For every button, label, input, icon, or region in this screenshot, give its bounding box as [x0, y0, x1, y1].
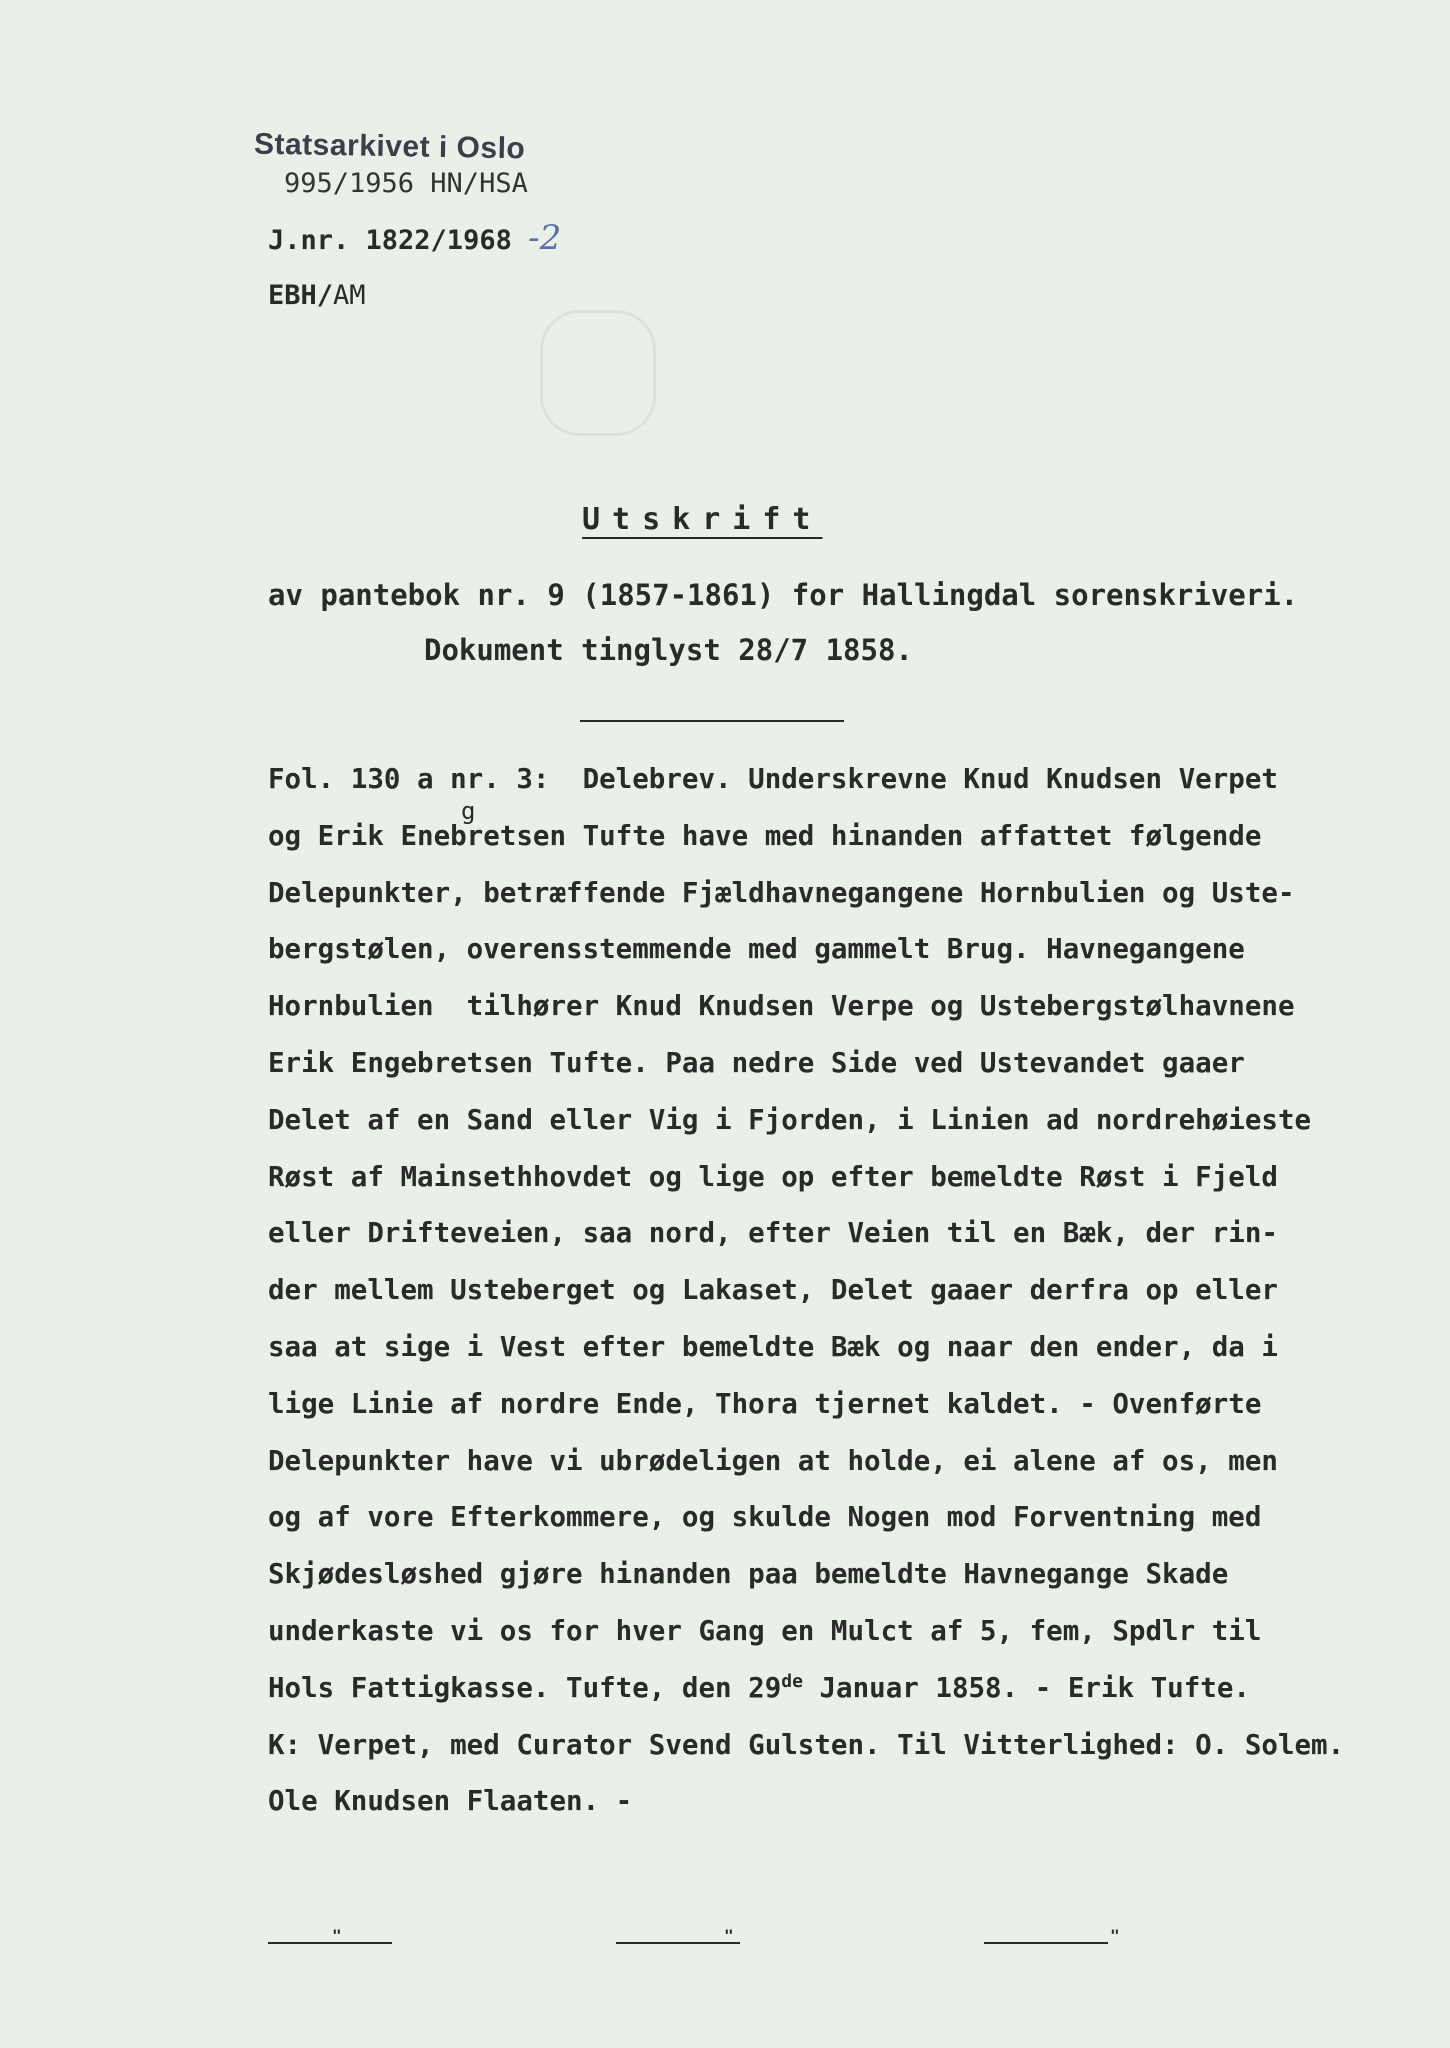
body-line: Delet af en Sand eller Vig i Fjorden, i Linien ad nordrehøieste [268, 1103, 1312, 1136]
body-line: Erik Engebretsen Tufte. Paa nedre Side ved Ustevandet gaaer [268, 1047, 1245, 1079]
archive-stamp: Statsarkivet i Oslo [253, 127, 526, 166]
body-line: lige Linie af nordre Ende, Thora tjernet kaldet. - Ovenførte [268, 1387, 1262, 1420]
interlinear-correction: g [461, 797, 476, 825]
signature-line-1 [268, 1942, 392, 1944]
signature-mark-1: " [332, 1926, 342, 1945]
body-line: Hornbulien tilhører Knud Knudsen Verpe og Ustebergstølhavnene [268, 990, 1295, 1023]
body-line: Skjødesløshed gjøre hinanden paa bemeldte Havnegange Skade [268, 1558, 1229, 1591]
body-line-text: Hols Fattigkasse. Tufte, den 29 [268, 1671, 782, 1704]
body-line-text: Januar 1858. - Erik Tufte. [802, 1671, 1250, 1704]
divider-rule [580, 720, 844, 722]
date-superscript: de [781, 1670, 803, 1692]
signature-line-2 [616, 1942, 740, 1944]
body-line: og Erik Enebretsen Tufte have med hinanden affattet følgende [268, 819, 1262, 852]
journal-number-text: J.nr. 1822/1968 [268, 225, 512, 256]
document-title: Utskrift [582, 502, 823, 537]
body-line [268, 1670, 1250, 1704]
body-line: bergstølen, overensstemmende med gammelt Brug. Havnegangene [268, 933, 1245, 966]
body-line: Ole Knudsen Flaaten. - [268, 1785, 633, 1818]
reference-number: 995/1956 HN/HSA [284, 168, 528, 199]
body-line: Fol. 130 a nr. 3: Delebrev. Underskrevne Knud Knudsen Verpet [268, 763, 1278, 795]
initials-secondary: AM [333, 280, 366, 311]
body-line: der mellem Usteberget og Lakaset, Delet gaaer derfra op eller [268, 1274, 1278, 1307]
body-line: saa at sige i Vest efter bemeldte Bæk og naar den ender, da i [268, 1331, 1278, 1363]
body-line: Delepunkter have vi ubrødeligen at holde, ei alene af os, men [268, 1444, 1278, 1477]
body-line: underkaste vi os for hver Gang en Mulct af 5, fem, Spdlr til [268, 1615, 1262, 1647]
initials [268, 280, 366, 311]
signature-mark-3: " [1110, 1926, 1120, 1945]
body-line: Delepunkter, betræffende Fjældhavnegangene Hornbulien og Uste- [268, 876, 1295, 909]
body-line: K: Verpet, med Curator Svend Gulsten. Til Vitterlighed: O. Solem. [268, 1728, 1345, 1761]
signature-line-3 [984, 1942, 1108, 1944]
body-line: eller Drifteveien, saa nord, efter Veien til en Bæk, der rin- [268, 1217, 1278, 1250]
subtitle-date: Dokument tinglyst 28/7 1858. [424, 633, 913, 667]
body-line: og af vore Efterkommere, og skulde Nogen mod Forventning med [268, 1501, 1262, 1534]
body-line: Røst af Mainsethhovdet og lige op efter bemeldte Røst i Fjeld [268, 1160, 1278, 1193]
journal-number [268, 218, 561, 258]
bleed-through-mark [540, 310, 656, 436]
handwritten-suffix: -2 [528, 218, 562, 258]
subtitle-source: av pantebok nr. 9 (1857-1861) for Hallingdal sorenskriveri. [268, 578, 1299, 612]
initials-primary: EBH/ [268, 280, 334, 311]
signature-mark-2: " [724, 1926, 734, 1945]
